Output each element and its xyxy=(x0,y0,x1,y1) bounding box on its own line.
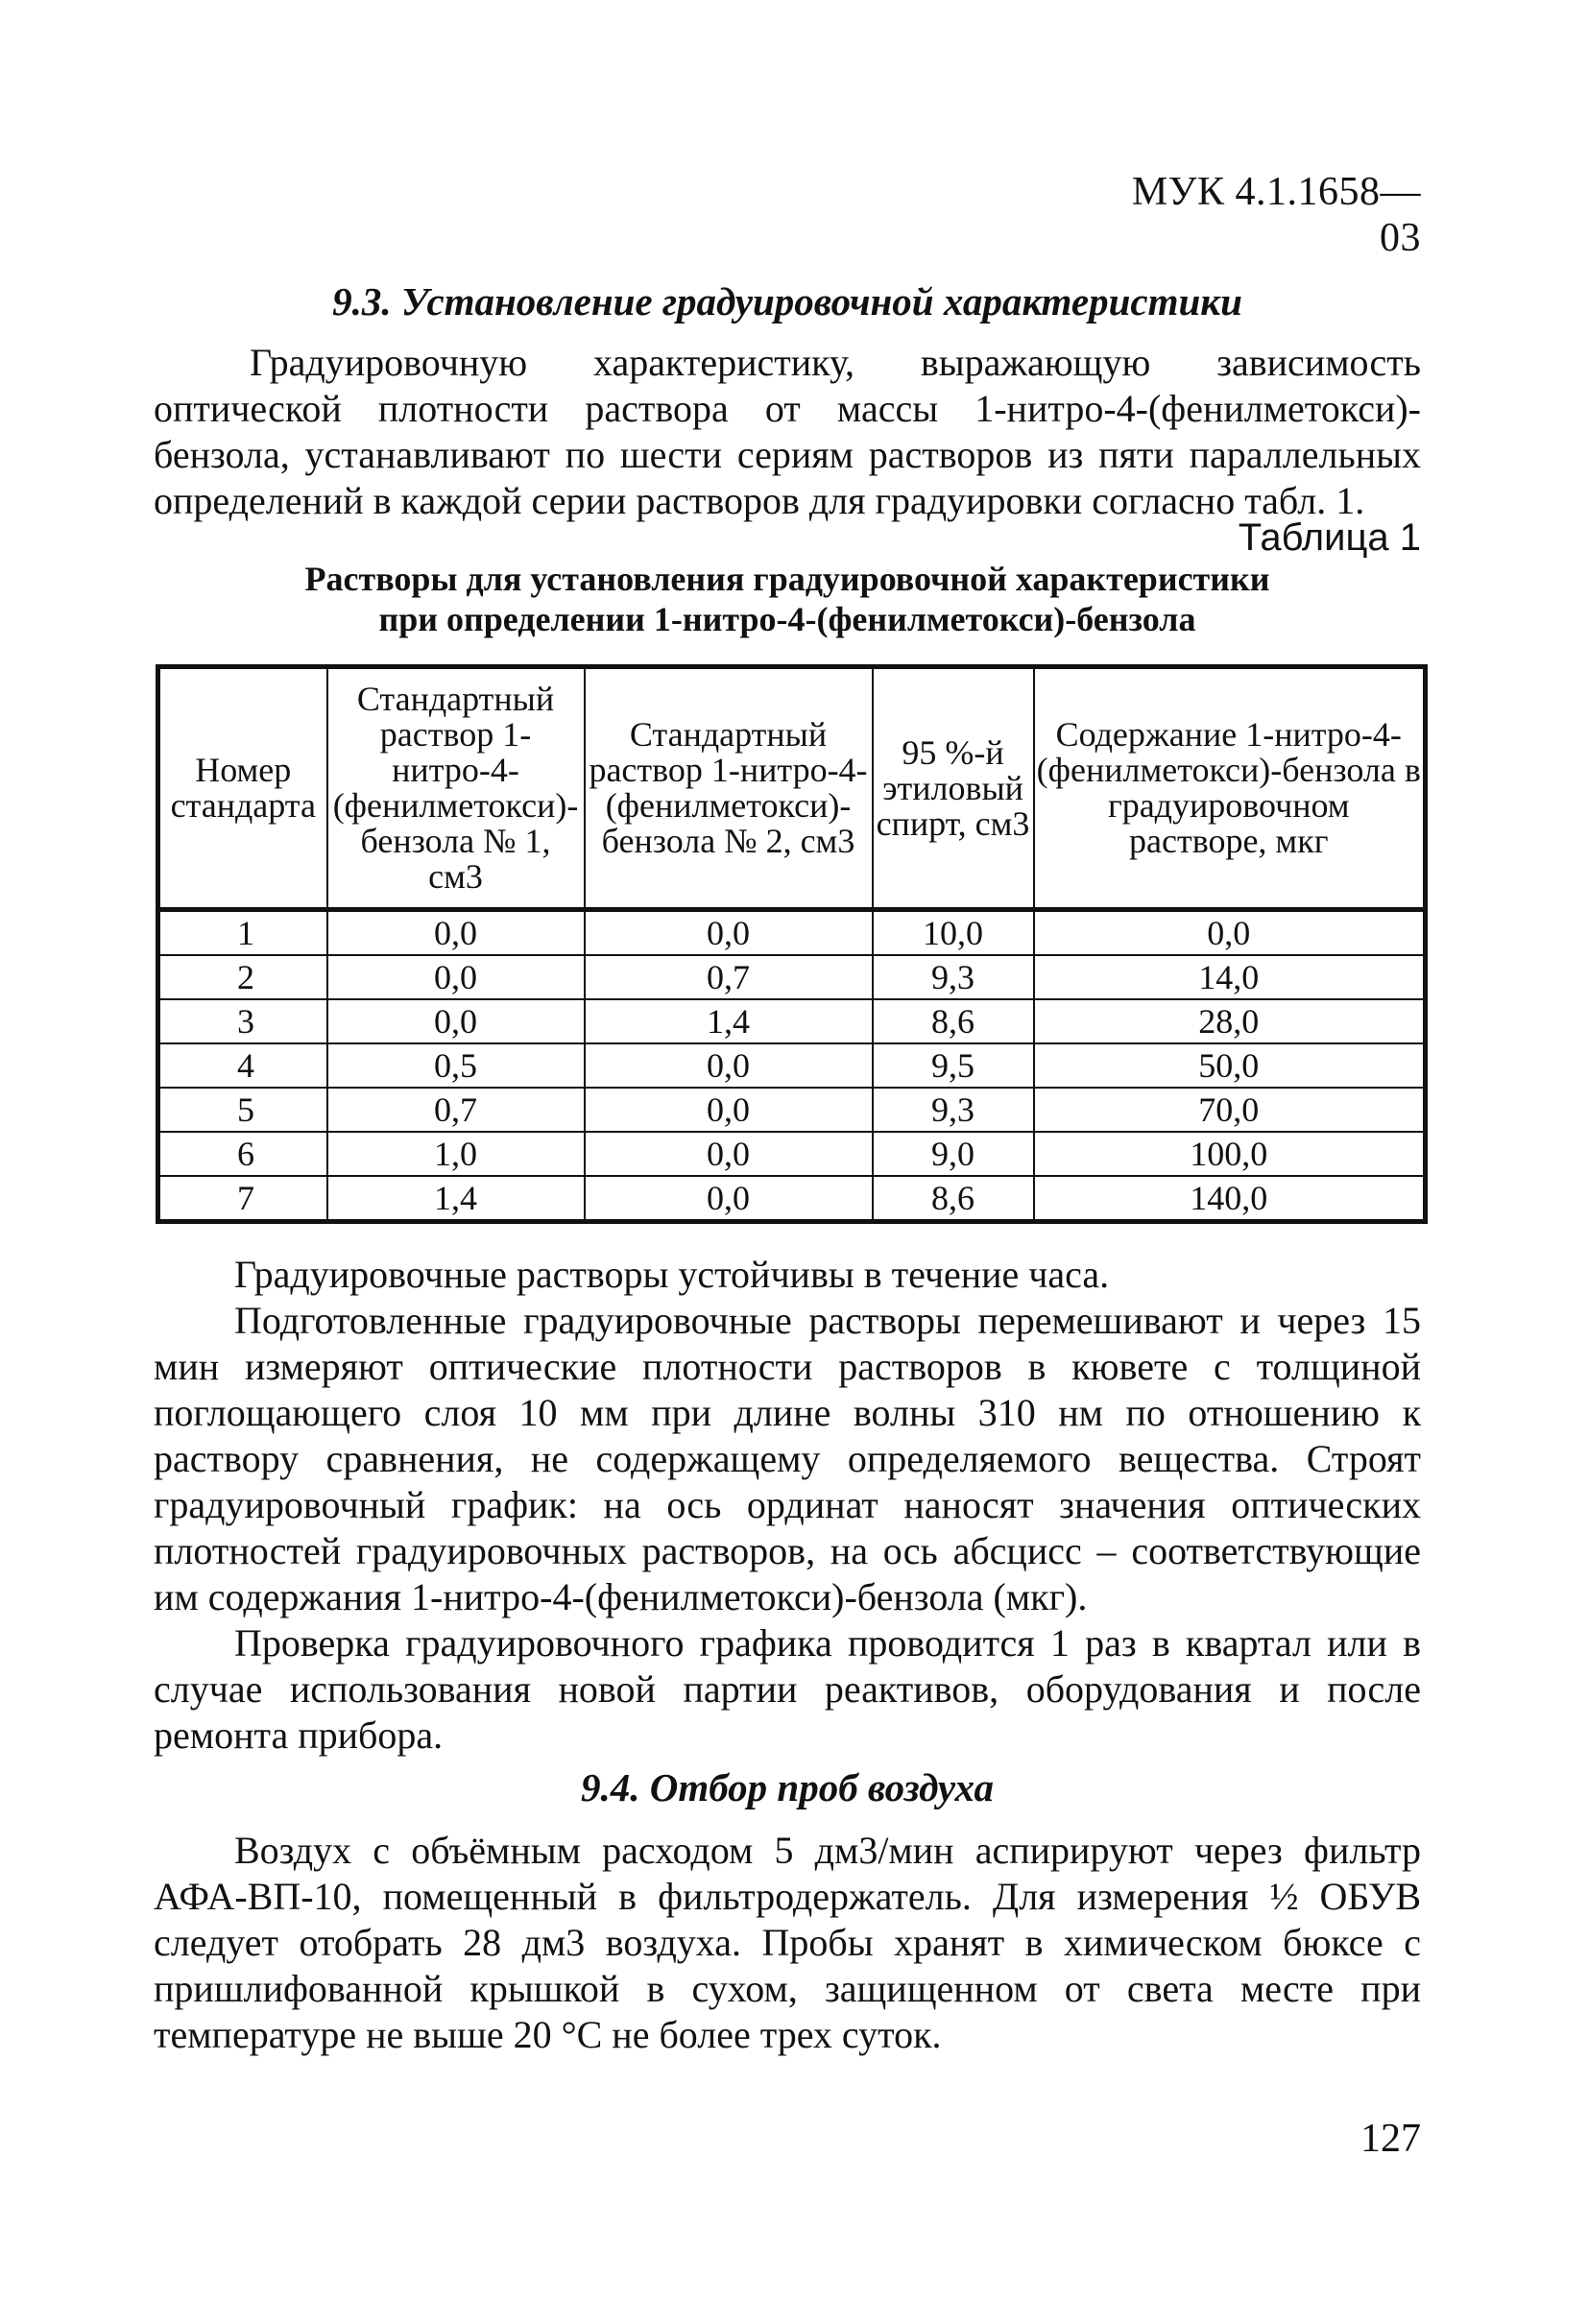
table-cell: 3 xyxy=(158,999,327,1043)
document-code: МУК 4.1.1658—03 xyxy=(1131,170,1421,260)
table-cell: 9,5 xyxy=(873,1043,1034,1088)
table-cell: 0,0 xyxy=(327,955,585,999)
table-cell: 5 xyxy=(158,1088,327,1132)
section-heading-9-4: 9.4. Отбор проб воздуха xyxy=(580,1765,995,1809)
table-cell: 0,5 xyxy=(327,1043,585,1088)
table-cell: 0,0 xyxy=(327,999,585,1043)
header-standard-solution-2: Стандартный раствор 1-нитро-4-(фенилметокси)-бензола № 2, см3 xyxy=(585,667,873,910)
table-cell: 9,3 xyxy=(873,1088,1034,1132)
table-cell: 9,0 xyxy=(873,1132,1034,1176)
table-cell: 6 xyxy=(158,1132,327,1176)
paragraph-stability: Градуировочные растворы устойчивы в течение часа. xyxy=(234,1253,1110,1296)
table-cell: 7 xyxy=(158,1176,327,1222)
table-cell: 14,0 xyxy=(1034,955,1426,999)
paragraph-verification: Проверка градуировочного графика проводится 1 раз в квартал или в случае использования новой партии реактивов, оборудования и после ремонта прибора. xyxy=(154,1621,1421,1757)
table-cell: 0,0 xyxy=(585,1043,873,1088)
section-heading-9-3: 9.3. Установление градуировочной характеристики xyxy=(332,279,1242,323)
table-label: Таблица 1 xyxy=(1238,516,1421,559)
table-cell: 0,0 xyxy=(585,1088,873,1132)
table-cell: 100,0 xyxy=(1034,1132,1426,1176)
header-ethanol: 95 %-й этиловый спирт, см3 xyxy=(873,667,1034,910)
table-cell: 140,0 xyxy=(1034,1176,1426,1222)
table-cell: 1 xyxy=(158,910,327,956)
table-cell: 9,3 xyxy=(873,955,1034,999)
table-cell: 50,0 xyxy=(1034,1043,1426,1088)
table-caption-line-1: Растворы для установления градуировочной характеристики xyxy=(304,560,1270,598)
header-content: Содержание 1-нитро-4-(фенилметокси)-бензола в градуировочном растворе, мкг xyxy=(1034,667,1426,910)
paragraph-measurement: Подготовленные градуировочные растворы перемешивают и через 15 мин измеряют оптические плотности растворов в кювете с толщиной поглощающего слоя 10 мм при длине волны 310 нм по отношению к раствору сравнения, не содержащему определяемого вещества. Строят градуировочный график: на ось ординат наносят значения оптических плотностей градуировочных растворов, на ось абсцисс – соответствующие им содержания 1-нитро-4-(фенилметокси)-бензола (мкг). xyxy=(154,1299,1421,1618)
table-cell: 0,0 xyxy=(585,910,873,956)
table-cell: 70,0 xyxy=(1034,1088,1426,1132)
table-cell: 0,0 xyxy=(585,1132,873,1176)
paragraph-intro: Градуировочную характеристику, выражающую зависимость оптической плотности раствора от массы 1-нитро-4-(фенилметокси)-бензола, устанавливают по шести сериям растворов из пяти параллельных определений в каждой серии растворов для градуировки согласно табл. 1. xyxy=(154,341,1421,522)
page-number: 127 xyxy=(1360,2117,1421,2161)
table-header-row xyxy=(158,667,1426,910)
table-row xyxy=(158,955,1426,999)
table-row xyxy=(158,1088,1426,1132)
table-cell: 8,6 xyxy=(873,999,1034,1043)
table-cell: 10,0 xyxy=(873,910,1034,956)
table-cell: 0,0 xyxy=(327,910,585,956)
table-row xyxy=(158,1176,1426,1222)
table-cell: 4 xyxy=(158,1043,327,1088)
paragraph-air-sampling: Воздух с объёмным расходом 5 дм3/мин аспирируют через фильтр АФА-ВП-10, помещенный в фильтродержатель. Для измерения ½ ОБУВ следует отобрать 28 дм3 воздуха. Пробы хранят в химическом бюксе с пришлифованной крышкой в сухом, защищенном от света месте при температуре не выше 20 °С не более трех суток. xyxy=(154,1829,1421,2056)
calibration-table xyxy=(156,664,1428,1224)
table-cell: 8,6 xyxy=(873,1176,1034,1222)
table-cell: 0,7 xyxy=(327,1088,585,1132)
table-cell: 1,4 xyxy=(585,999,873,1043)
table-cell: 0,0 xyxy=(585,1176,873,1222)
table-caption-line-2: при определении 1-нитро-4-(фенилметокси)-бензола xyxy=(378,600,1196,638)
header-standard-number: Номер стандарта xyxy=(158,667,327,910)
table-row xyxy=(158,999,1426,1043)
table-cell: 1,0 xyxy=(327,1132,585,1176)
table-cell: 0,7 xyxy=(585,955,873,999)
table-cell: 1,4 xyxy=(327,1176,585,1222)
header-standard-solution-1: Стандартный раствор 1-нитро-4-(фенилметокси)-бензола № 1, см3 xyxy=(327,667,585,910)
table-cell: 28,0 xyxy=(1034,999,1426,1043)
table-row xyxy=(158,910,1426,956)
table-row xyxy=(158,1132,1426,1176)
table-row xyxy=(158,1043,1426,1088)
table-cell: 2 xyxy=(158,955,327,999)
table-cell: 0,0 xyxy=(1034,910,1426,956)
